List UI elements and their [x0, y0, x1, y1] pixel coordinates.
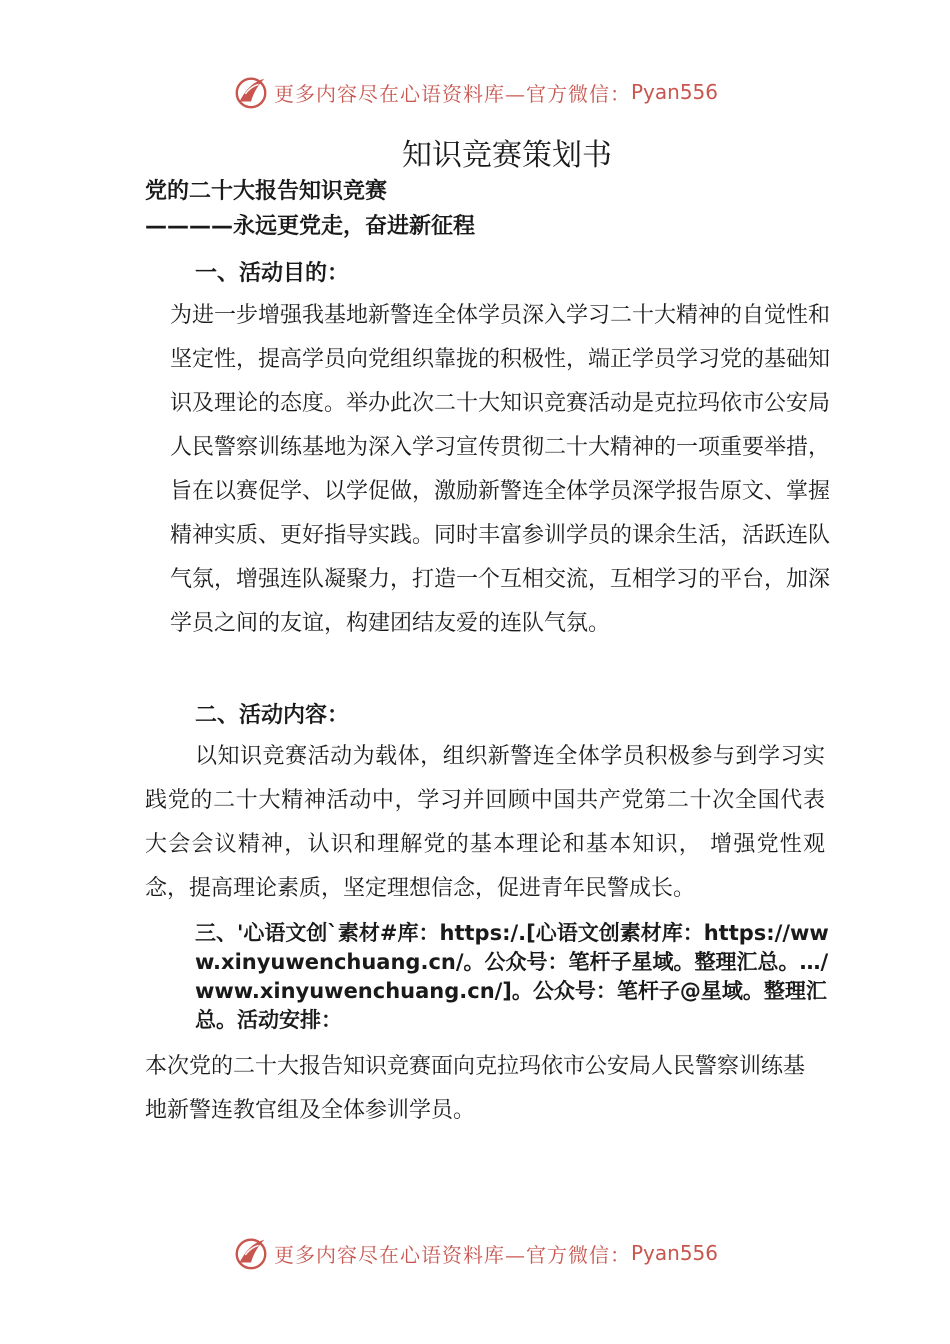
watermark-code: Pyan556 [630, 1241, 718, 1265]
section-1-heading: 一、活动目的： [195, 261, 350, 286]
watermark-logo-icon [232, 73, 270, 111]
document-title: 知识竞赛策划书 [402, 138, 612, 173]
section-2-body: 以知识竞赛活动为载体，组织新警连全体学员积极参与到学习实践党的二十大精神活动中，学习并回顾中国共产党第二十次全国代表大会会议精神，认识和理解党的基本理论和基本知识， 增强党性观念，提高理论素质，坚定理想信念，促进青年民警成长。 [145, 744, 825, 901]
watermark-banner-top [0, 72, 950, 112]
document-subtitle: 党的二十大报告知识竞赛 [145, 179, 388, 204]
section-3-heading: 三、'心语文创`素材#库：https:/.[心语文创素材库：https://www.xinyuwenchuang.cn/。公众号：笔杆子星域。整理汇总。…/www.xinyuwenchuang.cn/]。公众号：笔杆子@星域。整理汇总。活动安排： [195, 921, 829, 1032]
section-2-heading: 二、活动内容： [195, 703, 350, 728]
watermark-text: 更多内容尽在心语资料库—官方微信： [273, 81, 631, 106]
section-3-body: 本次党的二十大报告知识竞赛面向克拉玛依市公安局人民警察训练基地新警连教官组及全体参训学员。 [145, 1054, 806, 1123]
section-1-body: 为进一步增强我基地新警连全体学员深入学习二十大精神的自觉性和坚定性，提高学员向党组织靠拢的积极性，端正学员学习党的基础知识及理论的态度。举办此次二十大知识竞赛活动是克拉玛依市公安局人民警察训练基地为深入学习宣传贯彻二十大精神的一项重要举措，旨在以赛促学、以学促做，激励新警连全体学员深学报告原文、掌握精神实质、更好指导实践。同时丰富参训学员的课余生活，活跃连队气氛，增强连队凝聚力，打造一个互相交流，互相学习的平台，加深学员之间的友谊，构建团结友爱的连队气氛。 [170, 303, 831, 636]
watermark-logo-icon [232, 1234, 270, 1272]
watermark-banner-bottom [0, 1233, 950, 1273]
watermark-text: 更多内容尽在心语资料库—官方微信： [273, 1242, 631, 1267]
document-slogan: ————永远更党走，奋进新征程 [145, 214, 476, 239]
watermark-code: Pyan556 [630, 80, 718, 104]
